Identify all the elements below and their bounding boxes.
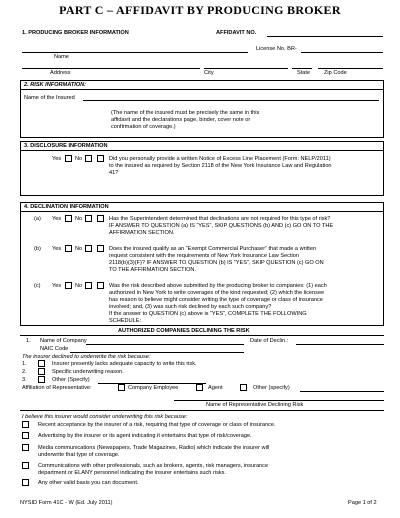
naic-code-label: NAIC Code (40, 346, 69, 352)
consider-5-text: Any other valid basis you can document. (38, 480, 139, 486)
question-c-checkbox[interactable] (97, 282, 104, 289)
question-b-line4: TO THE AFFIRMATION SECTION. (109, 267, 197, 273)
question-b-line1: Does the insured qualify as an “Exempt Commercial Purchaser” that made a written (109, 246, 317, 252)
consider-1-text: Recent acceptance by the insurer of a risk, requiring that type of coverage or class of insurance. (38, 422, 276, 428)
question-c-no-label: No (75, 283, 83, 289)
consider-5-checkbox[interactable] (22, 479, 29, 486)
question-c-line1: Was the risk described above submitted by the producing broker to companies: (1) each (109, 283, 327, 289)
insured-name-field[interactable] (83, 100, 379, 101)
other-affiliation-checkbox[interactable] (240, 384, 247, 391)
consider-3-text-line2: underwrite that type of coverage. (38, 452, 120, 458)
question-b-yes-checkbox[interactable] (65, 245, 72, 252)
question-c-label: (c) (34, 283, 41, 289)
reason-3-checkbox[interactable] (38, 376, 45, 383)
consider-1-checkbox[interactable] (22, 421, 29, 428)
insured-label: Name of the Insured (24, 95, 75, 101)
license-label: License No. BR- (256, 46, 297, 52)
company-name-field[interactable] (86, 344, 244, 345)
question-c-no-checkbox[interactable] (85, 282, 92, 289)
form-number: NYSID Form 41C - W (Ed. July 2011) (20, 500, 113, 506)
disclosure-q-line1: Did you personally provide a written Notice of Excess Line Placement (Form: NELP/2011) (109, 156, 331, 162)
zip-label: Zip Code (324, 70, 347, 76)
question-b-no-label: No (75, 246, 83, 252)
reason-2-number: 2. (22, 369, 27, 375)
consider-divider (20, 410, 384, 411)
rep-name-field[interactable] (174, 400, 384, 401)
question-b-checkbox[interactable] (97, 245, 104, 252)
question-a-yes-label: Yes (52, 216, 62, 222)
affiliation-label: Affiliation of Representative: (22, 385, 92, 391)
consider-2-text: Advertising by the insurer or its agent indicating it entertains that type of risk/coverage. (38, 433, 252, 439)
question-a-line2: IF ANSWER TO QUESTION (a) IS “YES”, SKIP QUESTIONS (b) AND (c) GO ON TO THE (109, 223, 334, 229)
question-b-line2: request consistent with the requirements of New York Insurance Law Section (109, 253, 299, 259)
city-field[interactable] (204, 68, 288, 69)
date-declined-field[interactable] (296, 344, 384, 345)
question-a-no-checkbox[interactable] (85, 215, 92, 222)
license-no-field[interactable] (301, 52, 383, 53)
declined-because-label: The insurer declined to underwrite the risk because: (22, 354, 151, 360)
question-a-yes-checkbox[interactable] (65, 215, 72, 222)
question-a-no-label: No (75, 216, 83, 222)
disclosure-section (20, 141, 384, 196)
reason-3-number: 3. (22, 377, 27, 383)
company-employee-label: Company Employee (128, 385, 179, 391)
question-b-line3: 2118(b)(3)(F)? IF ANSWER TO QUESTION (b) IS “YES”, SKIP QUESTION (c) GO ON (109, 260, 324, 266)
question-c-yes-label: Yes (52, 283, 62, 289)
insured-note-line2: affidavit and the declarations page, binder, cover note or (111, 117, 251, 123)
company-employee-checkbox[interactable] (118, 384, 125, 391)
disclosure-yes-label: Yes (52, 156, 62, 162)
question-a-checkbox[interactable] (97, 215, 104, 222)
question-b-label: (b) (34, 246, 41, 252)
insured-note-line1: (The name of the insured must be precisely the same in this (111, 110, 260, 116)
agent-checkbox[interactable] (196, 384, 203, 391)
consider-intro: I believe this insurer would consider underwriting this risk because: (22, 414, 188, 420)
question-a-line1: Has the Superintendent determined that declinations are not required for this type of risk? (109, 216, 331, 222)
address-label: Address (50, 70, 71, 76)
section3-heading: 3. DISCLOSURE INFORMATION (21, 142, 383, 151)
question-c-line5: If the answer to QUESTION (c) above is “YES”, COMPLETE THE FOLLOWING (109, 311, 307, 317)
naic-code-field[interactable] (70, 352, 244, 353)
reason-1-number: 1. (22, 361, 27, 367)
consider-2-checkbox[interactable] (22, 432, 29, 439)
disclosure-question-checkbox[interactable] (97, 155, 104, 162)
page-number: Page 1 of 2 (348, 500, 377, 506)
consider-4-text-line2: department or ELANY personnel indicating the insurer entertains such risks. (38, 470, 227, 476)
name-label: Name (54, 54, 69, 60)
question-c-line4: involved; and, (3) was such risk declined by each such company? (109, 304, 272, 310)
reason-2-checkbox[interactable] (38, 368, 45, 375)
affidavit-no-label: AFFIDAVIT NO. (216, 30, 257, 36)
date-declined-label: Date of Declin.: (250, 338, 289, 344)
question-a-label: (a) (34, 216, 41, 222)
reason-1-text: Insurer presently lacks adequate capacity to write this risk. (52, 361, 197, 367)
reason-other-field[interactable] (98, 383, 206, 384)
question-c-line3: has reason to believe might consider writing the type of coverage or class of insurance (109, 297, 323, 303)
address-field[interactable] (22, 68, 200, 69)
insured-note-line3: confirmation of coverage.) (111, 124, 176, 130)
rep-name-label: Name of Representative Declining Risk (206, 402, 304, 408)
consider-3-text-line1: Media communications (Newspapers, Trade Magazines, Radio) which indicate the insurer will (38, 445, 270, 451)
disclosure-no-checkbox[interactable] (85, 155, 92, 162)
question-a-line3: AFFIRMATION SECTION. (109, 230, 175, 236)
state-label: State (297, 70, 311, 76)
section2-heading: 2. RISK INFORMATION: (21, 81, 383, 90)
company-name-label: Name of Company (40, 338, 87, 344)
disclosure-no-label: No (75, 156, 83, 162)
disclosure-q-line3: 41? (109, 170, 119, 176)
reason-1-checkbox[interactable] (38, 360, 45, 367)
schedule-divider (20, 335, 384, 336)
zip-field[interactable] (318, 68, 383, 69)
affidavit-no-field[interactable] (267, 36, 383, 37)
question-c-yes-checkbox[interactable] (65, 282, 72, 289)
reason-3-text: Other (Specify) (52, 377, 90, 383)
page-title: PART C – AFFIDAVIT BY PRODUCING BROKER (59, 3, 341, 17)
broker-name-prefix-field[interactable] (22, 52, 248, 53)
consider-4-text-line1: Communications with other professionals, such as brokers, agents, risk managers, insurance (38, 463, 269, 469)
city-label: City (204, 70, 214, 76)
state-field[interactable] (292, 68, 312, 69)
question-c-line6: SCHEDULE: (109, 318, 142, 324)
declination-section (20, 202, 384, 326)
consider-4-checkbox[interactable] (22, 462, 29, 469)
disclosure-yes-checkbox[interactable] (65, 155, 72, 162)
reason-2-text: Specific underwriting reason. (52, 369, 124, 375)
disclosure-q-line2: to the insured as required by Section 2118 of the New York Insurance Law and Regulation (109, 163, 332, 169)
section4-heading: 4. DECLINATION INFORMATION (21, 203, 383, 212)
other-affiliation-label: Other (specify) (253, 385, 290, 391)
schedule-company-number: 1. (26, 338, 31, 344)
section1-heading: 1. PRODUCING BROKER INFORMATION (22, 30, 129, 36)
agent-label: Agent (208, 385, 223, 391)
question-b-no-checkbox[interactable] (85, 245, 92, 252)
question-c-line2: authorized in New York to write coverages of the kind requested; (2) which the licensee (109, 290, 325, 296)
other-affiliation-field[interactable] (300, 391, 384, 392)
question-b-yes-label: Yes (52, 246, 62, 252)
risk-information-section (20, 80, 384, 138)
schedule-heading: AUTHORIZED COMPANIES DECLINING THE RISK (118, 328, 250, 334)
consider-3-checkbox[interactable] (22, 444, 29, 451)
